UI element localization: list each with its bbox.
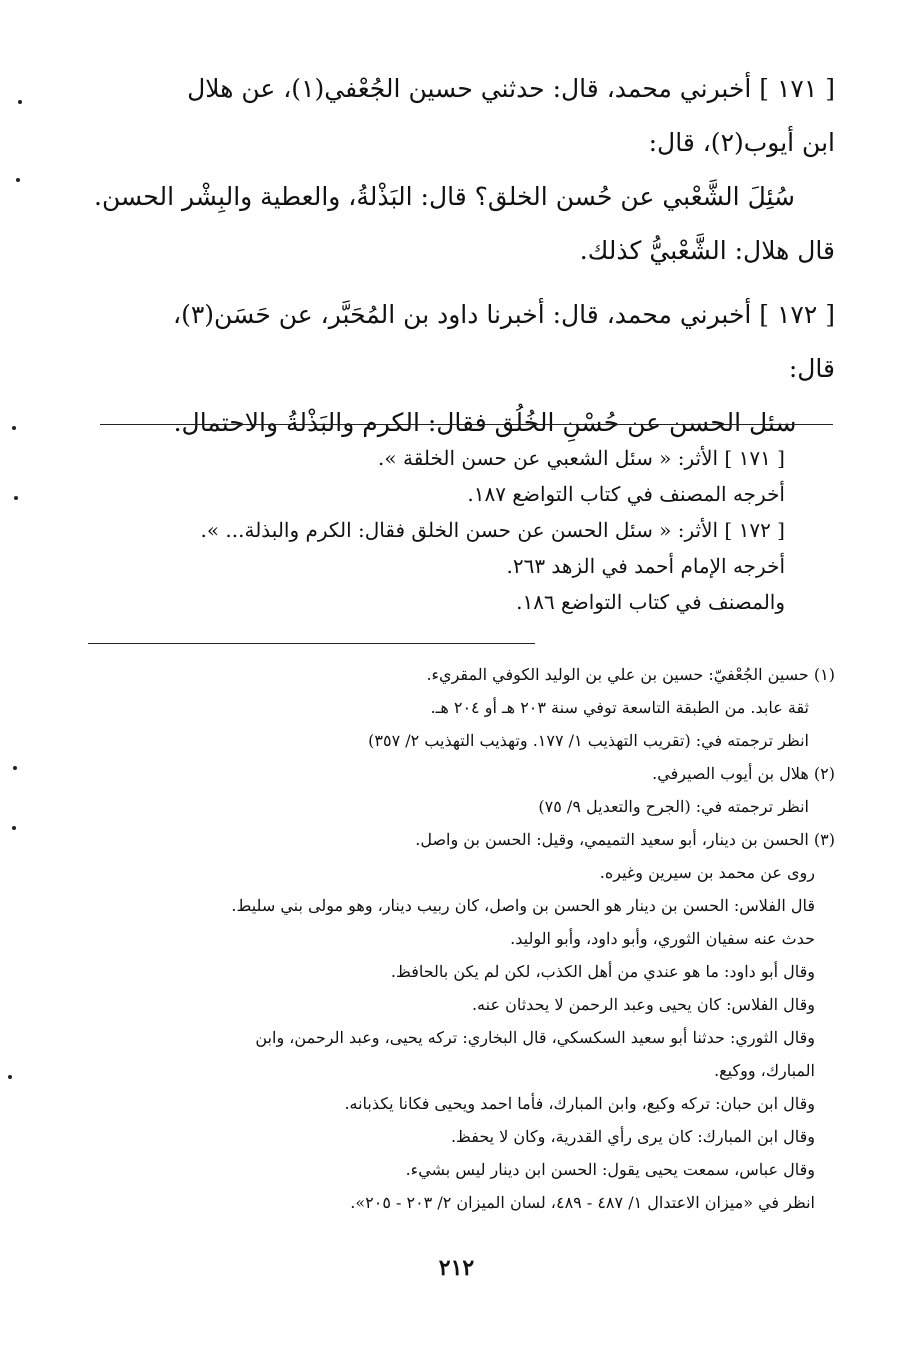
scan-speck bbox=[8, 1075, 12, 1079]
footnotes-divider bbox=[88, 643, 535, 644]
main-line: [ ١٧١ ] أخبرني محمد، قال: حدثني حسين الجُعْفي(١)، عن هلال bbox=[187, 74, 835, 103]
editor-notes bbox=[75, 440, 835, 620]
main-line: قال هلال: الشَّعْبيُّ كذلك. bbox=[579, 236, 835, 265]
footnote-line: انظر ترجمته في: (الجرح والتعديل ٩/ ٧٥) bbox=[538, 797, 809, 816]
footnote-line: (٣) الحسن بن دينار، أبو سعيد التميمي، وقيل: الحسن بن واصل. bbox=[415, 830, 835, 849]
main-line: [ ١٧٢ ] أخبرني محمد، قال: أخبرنا داود بن المُحَبَّر، عن حَسَن(٣)، bbox=[173, 300, 835, 329]
page-number: ٢١٢ bbox=[438, 1255, 475, 1281]
scan-speck bbox=[12, 826, 16, 830]
scan-speck bbox=[13, 766, 17, 770]
main-text bbox=[75, 62, 835, 450]
footnote-line: انظر في «ميزان الاعتدال ١/ ٤٨٧ - ٤٨٩، لسان الميزان ٢/ ٢٠٣ - ٢٠٥». bbox=[350, 1193, 815, 1212]
footnote-line: وقال ابن حبان: تركه وكيع، وابن المبارك، فأما احمد ويحيى فكانا يكذبانه. bbox=[344, 1094, 815, 1113]
footnote-line: وقال الثوري: حدثنا أبو سعيد السكسكي، قال البخاري: تركه يحيى، وعبد الرحمن، وابن bbox=[255, 1028, 815, 1047]
footnote-line: وقال الفلاس: كان يحيى وعبد الرحمن لا يحدثان عنه. bbox=[471, 995, 815, 1014]
footnote-line: المبارك، ووكيع. bbox=[714, 1061, 815, 1080]
note-line: أخرجه المصنف في كتاب التواضع ١٨٧. bbox=[467, 482, 785, 506]
scan-speck bbox=[12, 426, 16, 430]
footnote-line: حدث عنه سفيان الثوري، وأبو داود، وأبو الوليد. bbox=[510, 929, 815, 948]
footnote-line: ثقة عابد. من الطبقة التاسعة توفي سنة ٢٠٣ هـ أو ٢٠٤ هـ. bbox=[430, 698, 809, 717]
footnote-line: انظر ترجمته في: (تقريب التهذيب ١/ ١٧٧. وتهذيب التهذيب ٢/ ٣٥٧) bbox=[368, 731, 809, 750]
scan-speck bbox=[18, 100, 22, 104]
footnotes bbox=[75, 658, 835, 1219]
note-line: [ ١٧٢ ] الأثر: « سئل الحسن عن حسن الخلق فقال: الكرم والبذلة... ». bbox=[200, 518, 785, 542]
note-line: والمصنف في كتاب التواضع ١٨٦. bbox=[516, 590, 785, 614]
footnote-line: (٢) هلال بن أيوب الصيرفي. bbox=[652, 764, 835, 783]
main-line: سُئِلَ الشَّعْبي عن حُسن الخلق؟ قال: البَذْلةُ، والعطية والبِشْر الحسن. bbox=[94, 182, 795, 211]
main-line: قال: bbox=[788, 354, 835, 383]
footnote-line: قال الفلاس: الحسن بن دينار هو الحسن بن واصل، كان ربيب دينار، وهو مولى بني سليط. bbox=[231, 896, 815, 915]
footnote-line: روى عن محمد بن سيرين وغيره. bbox=[599, 863, 815, 882]
main-divider bbox=[100, 424, 833, 425]
note-line: [ ١٧١ ] الأثر: « سئل الشعبي عن حسن الخلقة ». bbox=[378, 446, 785, 470]
note-line: أخرجه الإمام أحمد في الزهد ٢٦٣. bbox=[506, 554, 785, 578]
main-line: ابن أيوب(٢)، قال: bbox=[648, 128, 835, 157]
main-line: سئل الحسن عن حُسْنِ الخُلُق فقال: الكرم والبَذْلةُ والاحتمال. bbox=[173, 408, 797, 437]
footnote-line: (١) حسين الجُعْفيّ: حسين بن علي بن الوليد الكوفي المقريء. bbox=[426, 665, 835, 684]
footnote-line: وقال أبو داود: ما هو عندي من أهل الكذب، لكن لم يكن بالحافظ. bbox=[390, 962, 815, 981]
footnote-line: وقال عباس، سمعت يحيى يقول: الحسن ابن دينار ليس بشيء. bbox=[405, 1160, 815, 1179]
scan-speck bbox=[16, 178, 20, 182]
scan-speck bbox=[14, 496, 18, 500]
footnote-line: وقال ابن المبارك: كان يرى رأي القدرية، وكان لا يحفظ. bbox=[450, 1127, 815, 1146]
